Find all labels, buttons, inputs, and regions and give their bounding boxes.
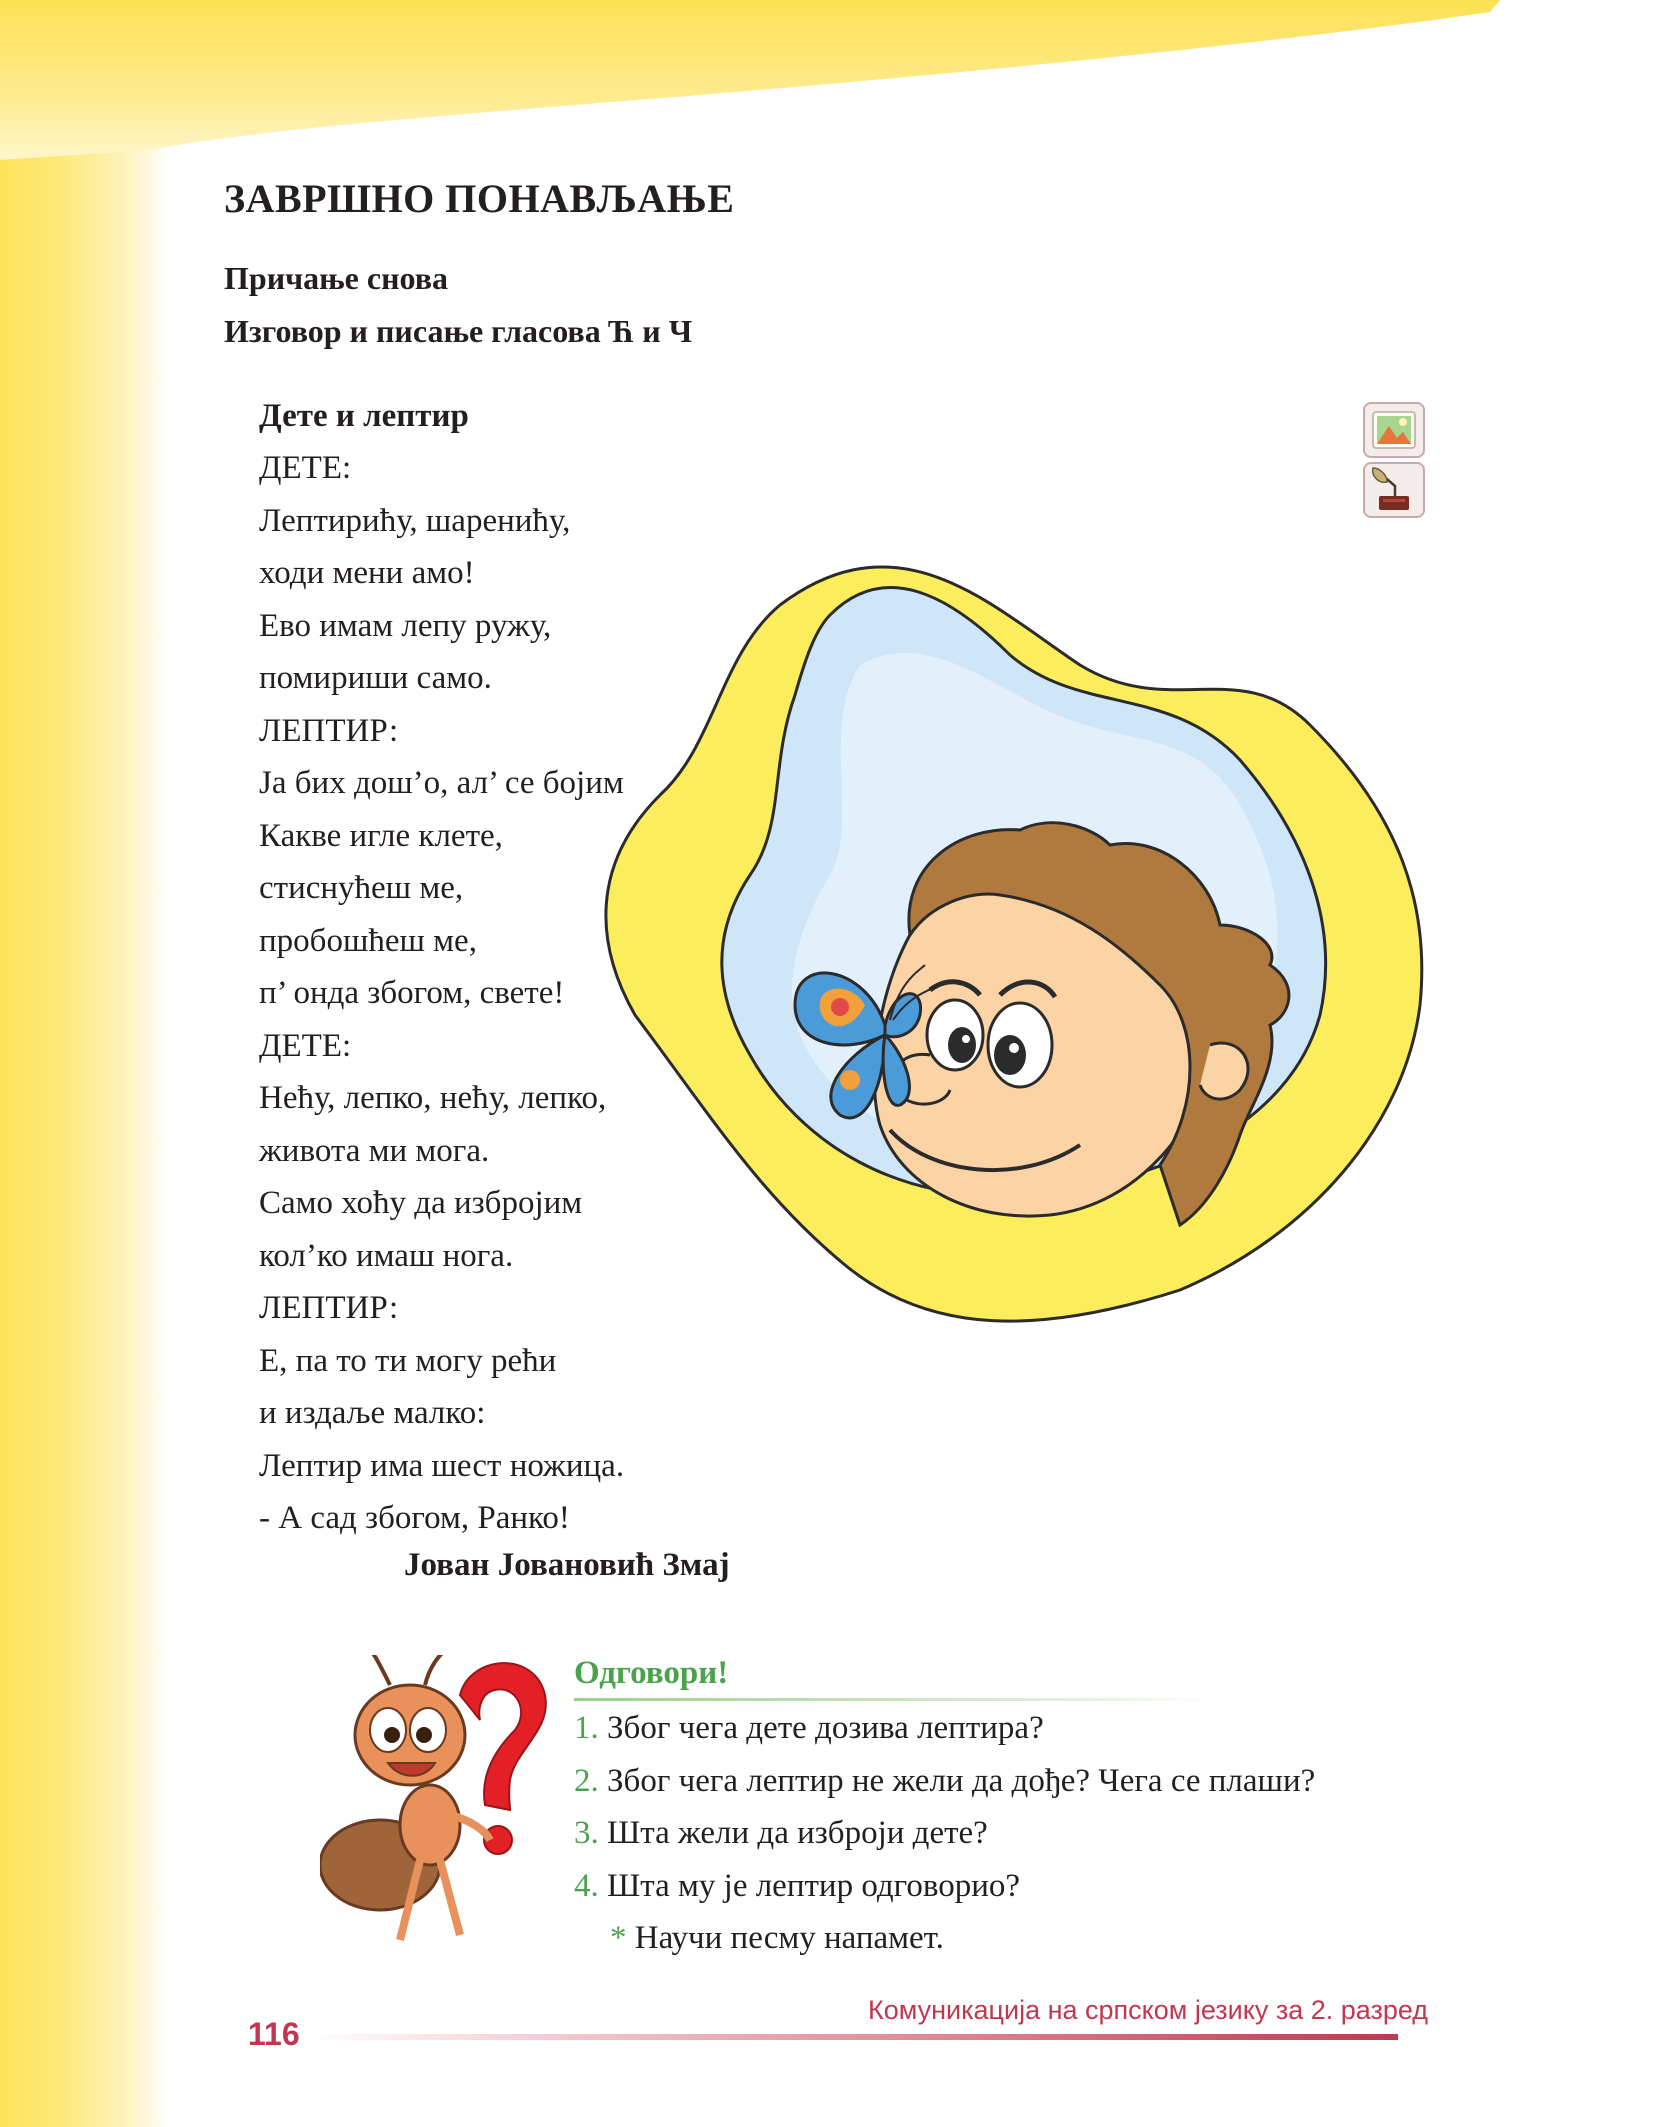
- question-text: Због чега дете дозива лептира?: [598, 1710, 1044, 1746]
- image-gallery-icon: [1365, 404, 1423, 456]
- poem-line: Ја бих дош’о, ал’ се бојим: [259, 765, 624, 801]
- page-number: 116: [248, 2016, 300, 2052]
- lesson-subtitle-1: Причање снова: [224, 260, 448, 296]
- boy-with-butterfly-illustration: [600, 545, 1480, 1345]
- poem-line: стиснућеш ме,: [259, 870, 464, 906]
- book-title: Комуникација на српском језику за 2. разред: [868, 1995, 1429, 2025]
- poem-line: - А сад збогом, Ранко!: [259, 1500, 570, 1536]
- poem-line: Нећу, лепко, нећу, лепко,: [259, 1080, 607, 1116]
- question-mark: [460, 1663, 546, 1810]
- question-item: [574, 1702, 1374, 1755]
- poem-author: Јован Јовановић Змај: [404, 1547, 730, 1583]
- questions-title: Одговори!: [574, 1655, 729, 1691]
- memorize-note: [574, 1912, 1374, 1965]
- poem-line: ДЕТЕ:: [259, 450, 352, 486]
- poem-line: п’ онда збогом, свете!: [259, 975, 565, 1011]
- poem-title: Дете и лептир: [259, 398, 469, 434]
- poem-line: ЛЕПТИР:: [259, 712, 399, 749]
- lesson-subtitle-2: Изговор и писање гласова Ћ и Ч: [224, 313, 693, 349]
- poem-line: ДЕТЕ:: [259, 1027, 352, 1064]
- star-bullet: *: [610, 1920, 627, 1956]
- question-number: 3.: [574, 1815, 599, 1851]
- poem-line: Ево имам лепу ружу,: [259, 607, 552, 644]
- poem-line: живота ми мога.: [259, 1132, 490, 1169]
- poem-line: и издаље малко:: [259, 1395, 486, 1431]
- page-title: ЗАВРШНО ПОНАВЉАЊЕ: [224, 176, 735, 221]
- poem-line: Какве игле клете,: [259, 817, 503, 854]
- question-item: [574, 1807, 1374, 1860]
- poem-line: Е, па то ти могу рећи: [259, 1342, 557, 1379]
- question-item: [574, 1860, 1374, 1913]
- poem-line: ЛЕПТИР:: [259, 1290, 399, 1326]
- image-gallery-button[interactable]: [1363, 402, 1425, 458]
- question-number: 2.: [574, 1762, 599, 1799]
- background-yellow-left: [0, 0, 170, 2127]
- question-text: Због чега лептир не жели да дође? Чега се плаши?: [598, 1762, 1316, 1799]
- memorize-note-text: Научи песму напамет.: [626, 1920, 944, 1956]
- poem-line: кол’ко имаш нога.: [259, 1237, 514, 1274]
- footer-divider: [308, 2034, 1398, 2040]
- poem-line: Само хоћу да избројим: [259, 1185, 583, 1221]
- questions-divider: [574, 1698, 1214, 1701]
- gramophone-icon: [1365, 464, 1423, 516]
- poem-line: ходи мени амо!: [259, 555, 475, 591]
- audio-button[interactable]: [1363, 462, 1425, 518]
- question-item: [574, 1755, 1374, 1808]
- question-number: 4.: [574, 1867, 599, 1904]
- question-text: Шта жели да изброји дете?: [598, 1815, 988, 1851]
- ant-mascot-question-illustration: [320, 1655, 570, 1955]
- question-number: 1.: [574, 1710, 599, 1746]
- questions-section: [574, 1650, 1374, 1965]
- poem-line: Лептир има шест ножица.: [259, 1447, 625, 1484]
- poem-line: пробошћеш ме,: [259, 922, 477, 959]
- poem-line: Лептирићу, шаренићу,: [259, 502, 571, 539]
- question-text: Шта му је лептир одговорио?: [598, 1867, 1021, 1904]
- poem-line: помириши само.: [259, 660, 492, 696]
- background-yellow-top: [0, 0, 1500, 160]
